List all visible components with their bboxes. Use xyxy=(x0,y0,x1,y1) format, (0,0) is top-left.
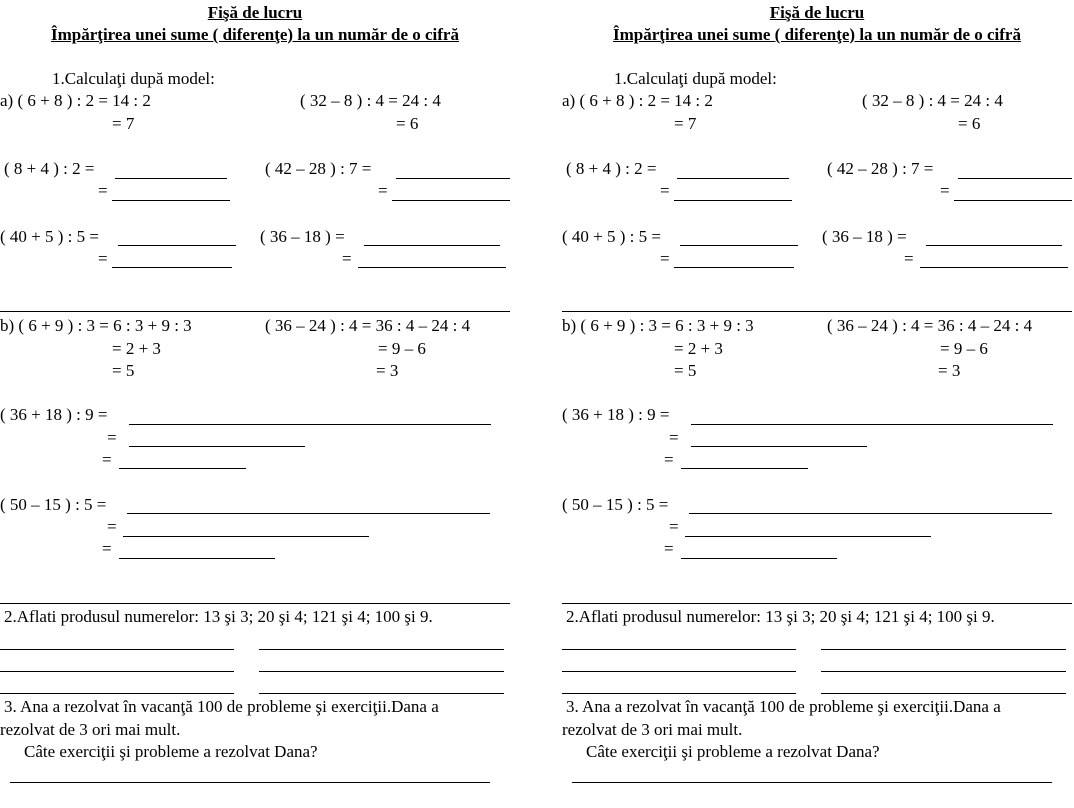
answer-line[interactable] xyxy=(112,267,232,268)
section-divider xyxy=(0,603,510,604)
exercise-2-text: 2.Aflati produsul numerelor: 13 şi 3; 20 şi 4; 121 şi 4; 100 şi 9. xyxy=(4,607,433,626)
exercise-3-line2: rezolvat de 3 ori mai mult. xyxy=(0,720,181,739)
exercise-3-question: Câte exerciţii şi probleme a rezolvat Dana? xyxy=(586,742,880,761)
model-b-right-line3: = 3 xyxy=(376,361,399,380)
task-a3-expression: ( 40 + 5 ) : 5 = xyxy=(562,227,661,246)
model-a-right-line2: = 6 xyxy=(396,114,419,133)
answer-line[interactable] xyxy=(127,513,490,514)
answer-line[interactable] xyxy=(0,649,234,650)
task-a1-expression: ( 8 + 4 ) : 2 = xyxy=(4,159,95,178)
answer-line[interactable] xyxy=(821,649,1066,650)
section-divider xyxy=(0,311,510,312)
answer-line[interactable] xyxy=(259,649,504,650)
task-a3-equals: = xyxy=(98,249,108,268)
exercise-3-line2: rezolvat de 3 ori mai mult. xyxy=(562,720,743,739)
answer-line[interactable] xyxy=(562,649,796,650)
model-b-right-line3: = 3 xyxy=(938,361,961,380)
answer-line[interactable] xyxy=(681,558,837,559)
task-a3-expression: ( 40 + 5 ) : 5 = xyxy=(0,227,99,246)
answer-line[interactable] xyxy=(572,782,1052,783)
model-a-left-line1: a) ( 6 + 8 ) : 2 = 14 : 2 xyxy=(0,91,151,110)
model-a-right-line1: ( 32 – 8 ) : 4 = 24 : 4 xyxy=(862,91,1003,110)
task-a4-expression: ( 36 – 18 ) = xyxy=(260,227,345,246)
task-b1-equals-2: = xyxy=(664,450,674,469)
task-a2-equals: = xyxy=(378,181,388,200)
answer-line[interactable] xyxy=(119,558,275,559)
exercise-3-line1: 3. Ana a rezolvat în vacanţă 100 de probleme şi exerciţii.Dana a xyxy=(4,697,439,716)
task-b2-equals-2: = xyxy=(102,539,112,558)
answer-line[interactable] xyxy=(364,245,500,246)
answer-line[interactable] xyxy=(0,693,234,694)
answer-line[interactable] xyxy=(129,424,491,425)
task-a1-expression: ( 8 + 4 ) : 2 = xyxy=(566,159,657,178)
model-b-right-line1: ( 36 – 24 ) : 4 = 36 : 4 – 24 : 4 xyxy=(827,316,1033,335)
answer-line[interactable] xyxy=(123,536,369,537)
answer-line[interactable] xyxy=(112,200,230,201)
task-b1-expression: ( 36 + 18 ) : 9 = xyxy=(562,405,670,424)
task-b1-equals-2: = xyxy=(102,450,112,469)
answer-line[interactable] xyxy=(920,267,1068,268)
task-b1-equals-1: = xyxy=(107,428,117,447)
sheet-subtitle: Împărţirea unei sume ( diferenţe) la un număr de o cifră xyxy=(613,25,1021,44)
model-b-right-line2: = 9 – 6 xyxy=(940,339,988,358)
answer-line[interactable] xyxy=(129,446,305,447)
model-a-right-line2: = 6 xyxy=(958,114,981,133)
sheet-title: Fişă de lucru xyxy=(769,3,865,22)
task-a1-equals: = xyxy=(660,181,670,200)
model-b-right-line2: = 9 – 6 xyxy=(378,339,426,358)
section-divider xyxy=(562,603,1072,604)
answer-line[interactable] xyxy=(0,671,234,672)
exercise-3-line1: 3. Ana a rezolvat în vacanţă 100 de probleme şi exerciţii.Dana a xyxy=(566,697,1001,716)
answer-line[interactable] xyxy=(674,200,792,201)
answer-line[interactable] xyxy=(562,693,796,694)
task-a2-equals: = xyxy=(940,181,950,200)
task-b2-expression: ( 50 – 15 ) : 5 = xyxy=(0,495,107,514)
answer-line[interactable] xyxy=(681,468,808,469)
answer-line[interactable] xyxy=(680,245,798,246)
answer-line[interactable] xyxy=(954,200,1072,201)
task-a1-equals: = xyxy=(98,181,108,200)
model-a-left-line2: = 7 xyxy=(674,114,697,133)
task-b2-equals-1: = xyxy=(107,517,117,536)
answer-line[interactable] xyxy=(118,245,236,246)
answer-line[interactable] xyxy=(562,671,796,672)
model-b-left-line2: = 2 + 3 xyxy=(674,339,723,358)
answer-line[interactable] xyxy=(821,671,1066,672)
model-a-left-line1: a) ( 6 + 8 ) : 2 = 14 : 2 xyxy=(562,91,713,110)
model-b-right-line1: ( 36 – 24 ) : 4 = 36 : 4 – 24 : 4 xyxy=(265,316,471,335)
answer-line[interactable] xyxy=(259,693,504,694)
model-b-left-line1: b) ( 6 + 9 ) : 3 = 6 : 3 + 9 : 3 xyxy=(562,316,754,335)
exercise-1-heading: 1.Calculaţi după model: xyxy=(614,69,777,88)
model-b-left-line3: = 5 xyxy=(112,361,135,380)
exercise-1-heading: 1.Calculaţi după model: xyxy=(52,69,215,88)
model-b-left-line1: b) ( 6 + 9 ) : 3 = 6 : 3 + 9 : 3 xyxy=(0,316,192,335)
task-b2-equals-2: = xyxy=(664,539,674,558)
task-a4-expression: ( 36 – 18 ) = xyxy=(822,227,907,246)
answer-line[interactable] xyxy=(691,424,1053,425)
task-b1-equals-1: = xyxy=(669,428,679,447)
model-b-left-line2: = 2 + 3 xyxy=(112,339,161,358)
model-a-right-line1: ( 32 – 8 ) : 4 = 24 : 4 xyxy=(300,91,441,110)
answer-line[interactable] xyxy=(392,200,510,201)
answer-line[interactable] xyxy=(691,446,867,447)
task-b1-expression: ( 36 + 18 ) : 9 = xyxy=(0,405,108,424)
task-a4-equals: = xyxy=(342,249,352,268)
answer-line[interactable] xyxy=(821,693,1066,694)
answer-line[interactable] xyxy=(926,245,1062,246)
model-b-left-line3: = 5 xyxy=(674,361,697,380)
answer-line[interactable] xyxy=(689,513,1052,514)
task-a3-equals: = xyxy=(660,249,670,268)
worksheet-right xyxy=(562,0,1074,808)
task-a4-equals: = xyxy=(904,249,914,268)
exercise-2-text: 2.Aflati produsul numerelor: 13 şi 3; 20 şi 4; 121 şi 4; 100 şi 9. xyxy=(566,607,995,626)
task-b2-expression: ( 50 – 15 ) : 5 = xyxy=(562,495,669,514)
answer-line[interactable] xyxy=(115,178,227,179)
task-a2-expression: ( 42 – 28 ) : 7 = xyxy=(265,159,372,178)
answer-line[interactable] xyxy=(677,178,789,179)
model-a-left-line2: = 7 xyxy=(112,114,135,133)
answer-line[interactable] xyxy=(685,536,931,537)
answer-line[interactable] xyxy=(674,267,794,268)
sheet-title: Fişă de lucru xyxy=(207,3,303,22)
answer-line[interactable] xyxy=(10,782,490,783)
task-b2-equals-1: = xyxy=(669,517,679,536)
task-a2-expression: ( 42 – 28 ) : 7 = xyxy=(827,159,934,178)
section-divider xyxy=(562,311,1072,312)
answer-line[interactable] xyxy=(958,178,1072,179)
exercise-3-question: Câte exerciţii şi probleme a rezolvat Dana? xyxy=(24,742,318,761)
answer-line[interactable] xyxy=(396,178,510,179)
answer-line[interactable] xyxy=(119,468,246,469)
sheet-subtitle: Împărţirea unei sume ( diferenţe) la un număr de o cifră xyxy=(51,25,459,44)
answer-line[interactable] xyxy=(259,671,504,672)
answer-line[interactable] xyxy=(358,267,506,268)
